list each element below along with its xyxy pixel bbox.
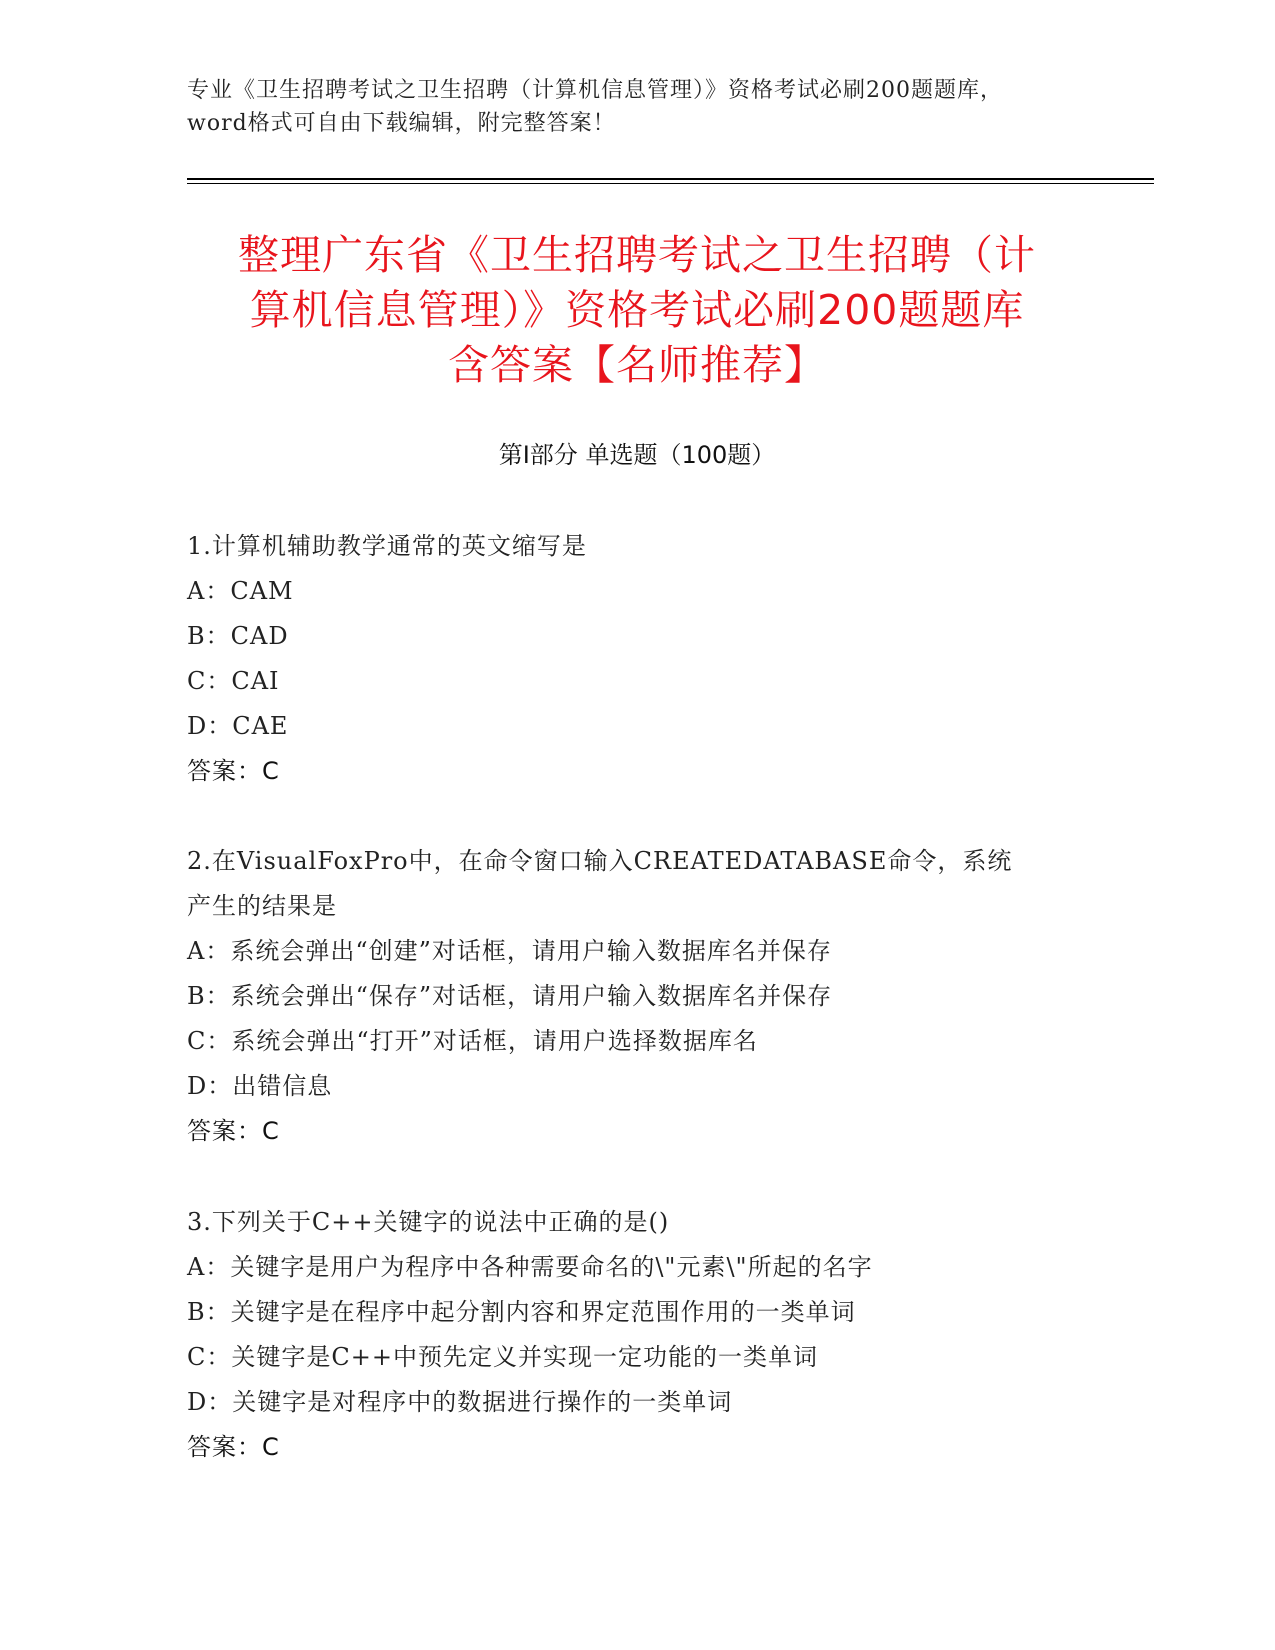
header-note-line-1: 专业《卫生招聘考试之卫生招聘（计算机信息管理）》资格考试必刷200题题库， xyxy=(187,78,1003,103)
option-c: C：关键字是C++中预先定义并实现一定功能的一类单词 xyxy=(187,1343,818,1371)
document-title xyxy=(187,228,1087,393)
answer: 答案：C xyxy=(187,757,280,785)
option-d: D：出错信息 xyxy=(187,1072,333,1100)
question-2 xyxy=(187,839,1087,1154)
option-b: B：系统会弹出“保存”对话框，请用户输入数据库名并保存 xyxy=(187,982,833,1010)
header-rule-thick xyxy=(187,178,1154,180)
document-title-line-3: 含答案【名师推荐】 xyxy=(448,341,826,389)
option-b: B：关键字是在程序中起分割内容和界定范围作用的一类单词 xyxy=(187,1298,856,1326)
option-b: B：CAD xyxy=(187,622,289,650)
question-1 xyxy=(187,524,1087,794)
section-title: 第Ⅰ部分 单选题（100题） xyxy=(498,441,776,469)
option-a: A：CAM xyxy=(187,577,294,605)
option-d: D：CAE xyxy=(187,712,289,740)
header-rule-thin xyxy=(187,183,1154,184)
header-note xyxy=(187,74,1087,140)
option-c: C：CAI xyxy=(187,667,280,695)
question-stem: 1.计算机辅助教学通常的英文缩写是 xyxy=(187,532,587,560)
answer: 答案：C xyxy=(187,1117,280,1145)
question-stem-line-1: 2.在VisualFoxPro中，在命令窗口输入CREATEDATABASE命令，系统 xyxy=(187,847,1013,875)
question-stem: 3.下列关于C++关键字的说法中正确的是() xyxy=(187,1208,670,1236)
option-d: D：关键字是对程序中的数据进行操作的一类单词 xyxy=(187,1388,733,1416)
header-note-line-2: word格式可自由下载编辑，附完整答案！ xyxy=(187,111,616,136)
option-a: A：关键字是用户为程序中各种需要命名的\"元素\"所起的名字 xyxy=(187,1253,873,1281)
document-title-line-1: 整理广东省《卫生招聘考试之卫生招聘（计 xyxy=(238,231,1036,279)
option-c: C：系统会弹出“打开”对话框，请用户选择数据库名 xyxy=(187,1027,758,1055)
answer: 答案：C xyxy=(187,1433,280,1461)
option-a: A：系统会弹出“创建”对话框，请用户输入数据库名并保存 xyxy=(187,937,832,965)
question-stem-line-2: 产生的结果是 xyxy=(187,892,337,920)
document-title-line-2: 算机信息管理）》资格考试必刷200题题库 xyxy=(249,286,1025,334)
question-3 xyxy=(187,1200,1087,1470)
